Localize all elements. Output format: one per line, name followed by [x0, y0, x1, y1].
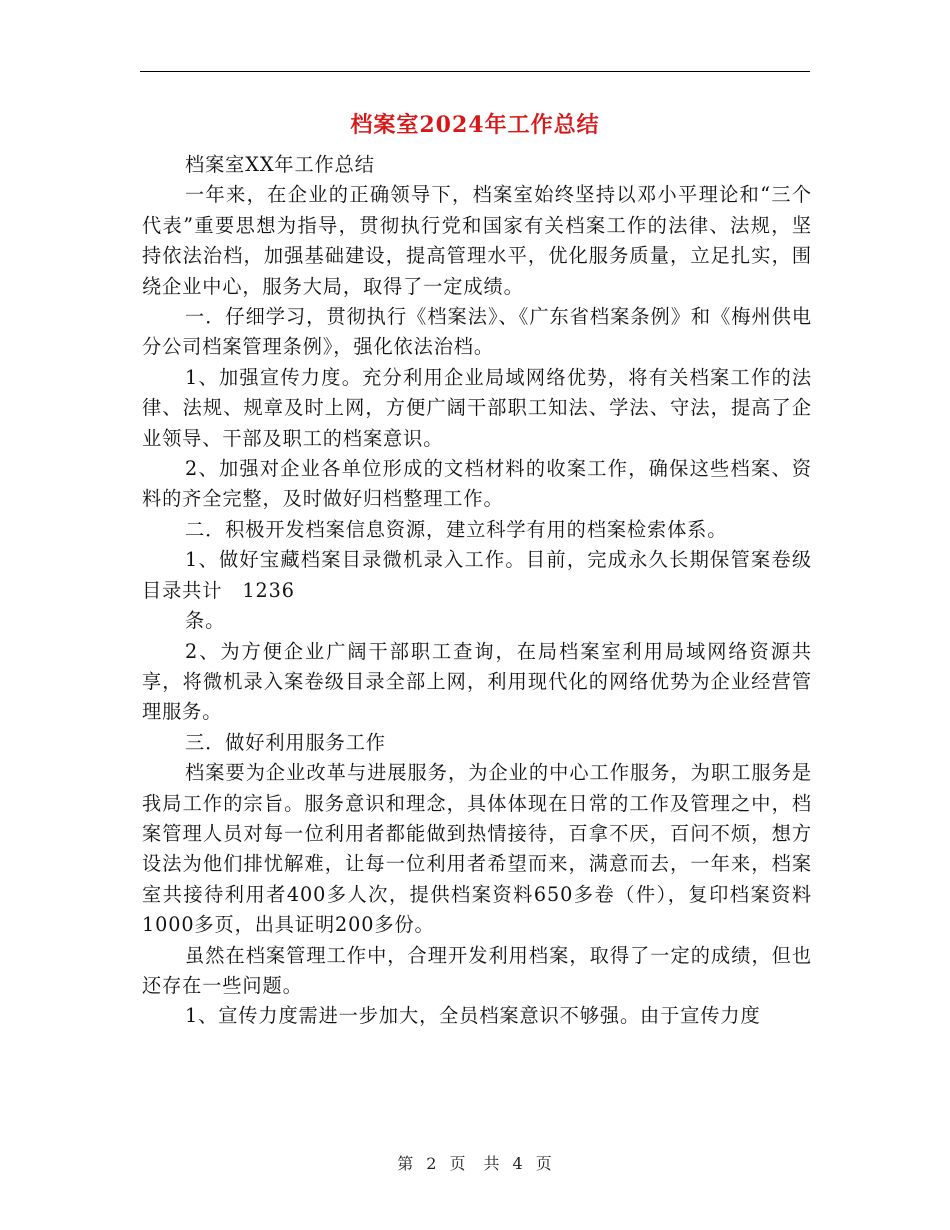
section-heading-1: 一．仔细学习，贯彻执行《档案法》、《广东省档案条例》和《梅州供电分公司档案管理条例》，强化依法治档。 — [142, 305, 812, 359]
page-label-suffix: 页 — [535, 1154, 553, 1173]
paragraph-2-2: 2、为方便企业广阔干部职工查询，在局档案室利用局域网络资源共享，将微机录入案卷级目录全部上网，利用现代化的网络优势为企业经营管理服务。 — [142, 639, 812, 724]
document-title: 档案室2024年工作总结 — [350, 112, 600, 138]
page-footer — [0, 1153, 950, 1175]
page-number-current: 2 — [426, 1154, 438, 1173]
page-label-middle: 页 共 — [449, 1154, 501, 1173]
paragraph-subtitle: 档案室XX年工作总结 — [185, 153, 375, 176]
document-body — [142, 150, 812, 1032]
paragraph-intro: 一年来，在企业的正确领导下，档案室始终坚持以邓小平理论和“三个代表”重要思想为指导，贯彻执行党和国家有关档案工作的法律、法规，坚持依法治档，加强基础建设，提高管理水平，优化服务质量，立足扎实，围绕企业中心，服务大局，取得了一定成绩。 — [142, 183, 812, 298]
paragraph-3-1: 档案要为企业改革与进展服务，为企业的中心工作服务，为职工服务是我局工作的宗旨。服务意识和理念，具体体现在日常的工作及管理之中，档案管理人员对每一位利用者都能做到热情接待，百拿不厌，百问不烦，想方设法为他们排忧解难，让每一位利用者希望而来，满意而去，一年来，档案室共接待利用者400多人次，提供档案资料650多卷（件），复印档案资料1000多页，出具证明200多份。 — [142, 761, 812, 937]
paragraph-1-2: 2、加强对企业各单位形成的文档材料的收案工作，确保这些档案、资料的齐全完整，及时做好归档整理工作。 — [142, 457, 812, 511]
section-heading-3: 三．做好利用服务工作 — [185, 730, 386, 754]
paragraph-2-1-continued: 条。 — [185, 609, 226, 633]
paragraph-1-1: 1、加强宣传力度。充分利用企业局域网络优势，将有关档案工作的法律、法规、规章及时上网，方便广阔干部职工知法、学法、守法，提高了企业领导、干部及职工的档案意识。 — [142, 365, 812, 450]
paragraph-issue-1: 1、宣传力度需进一步加大，全员档案意识不够强。由于宣传力度 — [185, 1004, 761, 1028]
page-number-total: 4 — [512, 1154, 524, 1173]
header-rule — [140, 71, 810, 72]
paragraph-issues-intro: 虽然在档案管理工作中，合理开发利用档案，取得了一定的成绩，但也还存在一些问题。 — [142, 943, 812, 997]
page-label-prefix: 第 — [397, 1154, 415, 1173]
paragraph-2-1: 1、做好宝藏档案目录微机录入工作。目前，完成永久长期保管案卷级目录共计 1236 — [142, 548, 812, 602]
section-heading-2: 二．积极开发档案信息资源，建立科学有用的档案检索体系。 — [185, 517, 728, 541]
